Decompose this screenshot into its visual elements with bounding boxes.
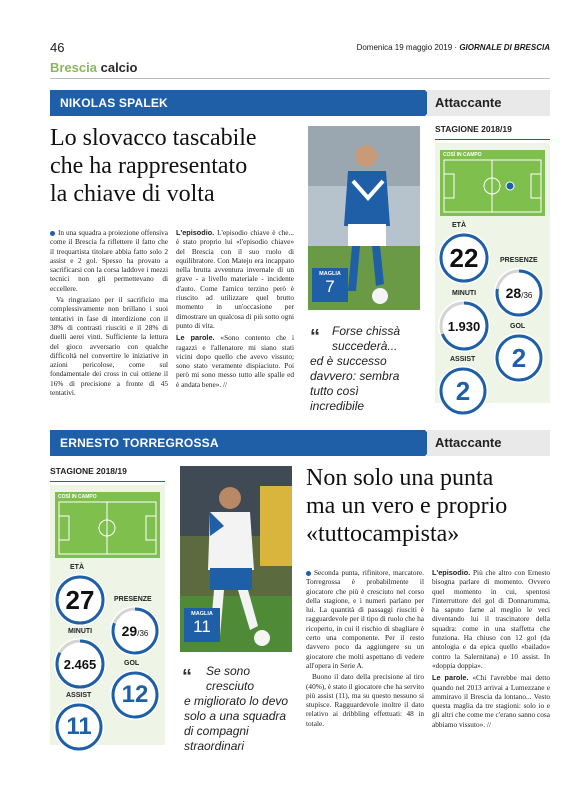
assist-label: ASSIST [66,692,92,699]
jersey-label: MAGLIA [319,271,341,277]
bullet-icon [50,231,55,236]
minutes-label: MINUTI [452,290,477,297]
section-rubric [50,60,137,75]
appearances-label: PRESENZE [500,257,538,264]
lead-in: L'episodio. [176,228,215,237]
assist-value: 2 [455,375,471,406]
minutes-value: 2.465 [63,656,97,672]
pull-quote [310,324,432,414]
quote-icon: “ [310,326,320,348]
stats-title: STAGIONE 2018/19 [50,466,127,476]
jersey-label: MAGLIA [191,611,213,617]
assist-ring [438,366,488,416]
page-header [50,40,550,58]
lead-in: L'episodio. [432,568,471,577]
jersey-number-badge [312,268,348,302]
pitch-label: COSÌ IN CAMPO [58,494,97,500]
appearances-value: 28 [505,285,522,301]
age-value: 27 [65,584,95,615]
quote-line: solo a una squadra [184,709,287,723]
article-column-2 [176,228,294,391]
paragraph: «Chi l'avrebbe mai detto quando nel 2013 arrivai a Lumezzane e ammiravo il Brescia da lontano... Vesto questa maglia da tre stagioni: solo io e gli altri che come me c'erano sanno cosa abbiamo vissuto». // [432,673,550,729]
player-name: NIKOLAS SPALEK [60,96,168,110]
stats-divider [50,481,165,482]
article-column-1 [50,228,168,399]
player-name-bar [50,430,425,456]
pitch-label: COSÌ IN CAMPO [443,152,482,158]
position-marker [506,182,514,190]
headline-line: che ha rappresentato [50,153,248,179]
quote-line: cresciuto [206,679,255,693]
player-name: ERNESTO TORREGROSSA [60,436,219,450]
paragraph: Seconda punta, rifinitore, marcatore. Torregrossa è probabilmente il giocatore che più è cresciuto nel corso della stagione, e i numeri parlano per lui. La quantità di passaggi riusciti è ragguardevole per il tipo di ruolo che ha ricoperto, in cui il rischio di sbagliare è certo una componente. Per il resto davvero poco da aggiungere su un giocatore che molti aspettano di vedere all'opera in Serie A. [306,568,424,670]
paragraph: Buono il dato della precisione al tiro (40%), è stato il giocatore che ha servito più assist (11), ma su questo nessuno si stupisce. Ragguardevole inoltre il dato relativo ai dribbling effettuati: 48 in totale. [306,672,424,728]
pitch-diagram [55,492,160,558]
jersey-number-badge [184,608,220,642]
issue-date: Domenica 19 maggio 2019 [356,43,453,52]
quote-line: Se sono [206,664,251,678]
page-number: 46 [50,40,65,55]
appearances-total: /36 [137,629,149,638]
age-ring [54,574,106,626]
paragraph: In una squadra a proiezione offensiva come il Brescia fa riflettere il fatto che il trequartista titolare abbia fatto solo 2 assist e 2 gol. Spesso ha provato a sacrificarsi con la corsa laddove i mezzi tecnici non gli permettevano di eccellere. [50,228,168,293]
goals-label: GOL [124,660,140,667]
section-calcio: calcio [100,60,138,75]
headline-line: Lo slovacco tascabile [50,125,257,151]
headline-line: la chiave di volta [50,181,215,207]
age-label: ETÀ [70,564,84,571]
quote-line: incredibile [310,399,365,413]
headline-line: «tuttocampista» [306,521,460,547]
quote-icon: “ [182,666,192,688]
section-brescia: Brescia [50,60,97,75]
assist-label: ASSIST [450,356,476,363]
age-ring [438,232,490,284]
article-headline [50,124,300,208]
dateline [357,43,550,52]
appearances-ring [110,606,160,656]
quote-line: di compagni [184,724,249,738]
quote-line: davvero: sembra [310,369,400,383]
appearances-total: /36 [521,291,533,300]
quote-line: Forse chissà [332,324,401,338]
stats-divider [435,139,550,140]
bullet-icon [306,571,311,576]
lead-in: Le parole. [432,673,469,683]
paragraph: «Sono contento che i ragazzi e l'allenatore mi siano stati vicini dopo quello che avevo vissuto; sono stato veramente dispiaciuto. Poi però mi sono messo tutto alle spalle ed è andata bene». // [176,333,295,389]
assist-ring [54,702,104,752]
minutes-ring [438,300,490,352]
pitch-diagram [440,150,545,216]
quote-line: e migliorato lo devo [184,694,289,708]
appearances-ring [494,268,544,318]
goals-value: 2 [511,342,527,373]
pull-quote [184,664,306,754]
article-headline [306,464,550,548]
goals-label: GOL [510,323,526,330]
age-value: 22 [449,242,479,273]
rubric-divider [50,78,550,79]
assist-value: 11 [66,713,92,740]
age-label: ETÀ [452,222,466,229]
article-column-1 [306,568,424,730]
player-name-bar [50,90,425,116]
stats-title: STAGIONE 2018/19 [435,124,512,134]
paragraph: Più che altro con Ernesto bisogna parlare di momento. Ovvero quel momento in cui, spentosi l'interruttore del gol di Donnarumma, ha saputo farne al meglio le veci diventando lui il trascinatore della squadra: come in una staffetta che funziona. Ha chiuso con 12 gol (da antologia e da epica quello «bailado» contro la Salernitana) e 10 assist. In «doppia doppia». [432,568,551,670]
headline-line: ma un vero e proprio [306,493,508,519]
lead-in: Le parole. [176,333,215,343]
newspaper-name: GIORNALE DI BRESCIA [459,43,550,52]
dateline-separator: · [454,43,458,52]
minutes-label: MINUTI [68,628,93,635]
minutes-ring [54,638,106,690]
player-role: Attaccante [427,90,550,116]
quote-line: straordinari [184,739,245,753]
minutes-value: 1.930 [447,318,481,334]
player-role: Attaccante [427,430,550,456]
appearances-value: 29 [121,623,138,639]
goals-value: 12 [121,681,149,708]
paragraph: L'episodio chiave è che... è stato proprio lui «l'episodio chiave» del Brescia con il suo ruolo di equilibratore. Con Mateju era incappato nella brutta avventura invernale di un grave - a livello materiale - incidente d'auto. Come l'amico terzino però è riuscito ad utilizzare quel brutto momento in un'occasione per dimostrare un qualcosa di più sotto ogni punto di vita. [176,228,294,330]
quote-line: tutto così [310,384,359,398]
appearances-label: PRESENZE [114,596,152,603]
paragraph: Va ringraziato per il sacrificio ma complessivamente non brillano i suoi tentativi in fase di interdizione con il 38% di contrasti riusciti e il 28% di duelli aerei vinti. Sufficiente la lettura del gioco avversario con qualche difficoltà nel convertire le iniziative in azioni pericolose, come sul fondamentale dei cross in cui ottiene il 16% di precisione a fronte di 45 tentativi. [50,295,168,398]
jersey-number: 7 [325,277,335,296]
quote-line: succederà... [332,339,398,353]
goals-ring [494,333,544,383]
headline-line: Non solo una punta [306,465,494,491]
jersey-number: 11 [193,617,211,636]
goals-ring [110,670,160,720]
article-column-2 [432,568,550,731]
quote-line: ed è successo [310,354,387,368]
